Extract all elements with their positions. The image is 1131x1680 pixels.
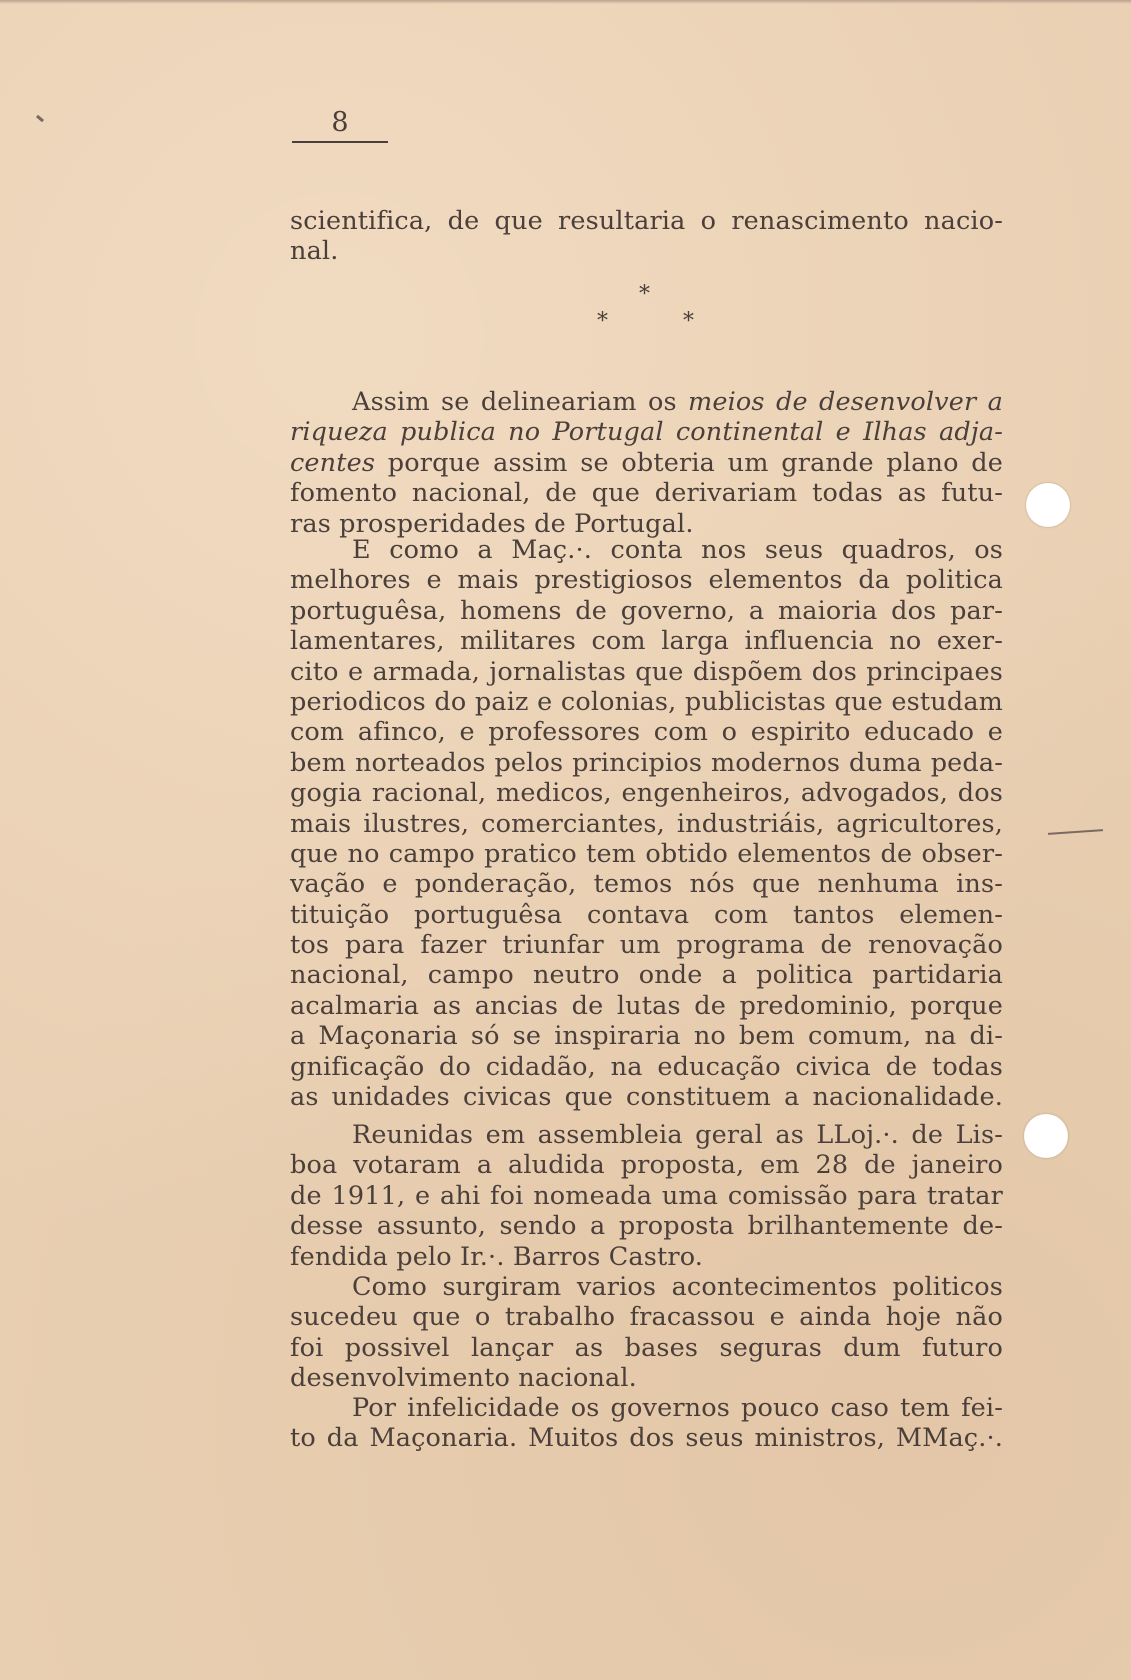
- text-line: gnificação do cidadão, na educação civica de todas: [290, 1051, 1003, 1082]
- text-line: melhores e mais prestigiosos elementos da politica: [290, 565, 1003, 596]
- text-line: bem norteados pelos principios modernos duma peda-: [290, 747, 1003, 778]
- text-line: scientifica, de que resultaria o renascimento nacio-: [290, 206, 1003, 236]
- text-line: cito e armada, jornalistas que dispõem dos principaes: [290, 656, 1003, 687]
- text-line: riqueza publica no Portugal continental e Ilhas adja-: [290, 417, 1003, 448]
- text-line: a Maçonaria só se inspiraria no bem comum, na di-: [290, 1021, 1003, 1052]
- paragraph-assim: [290, 387, 1003, 539]
- text-line: fomento nacional, de que derivariam todas as futu-: [290, 478, 1003, 509]
- asterism-top: *: [639, 282, 650, 307]
- page-number-rule: [292, 141, 388, 143]
- text-line: acalmaria as ancias de lutas de predominio, porque: [290, 990, 1003, 1021]
- punch-hole-upper: [1026, 483, 1070, 527]
- text-line: to da Maçonaria. Muitos dos seus ministros, MMaç.·.: [290, 1423, 1003, 1454]
- text-line: vação e ponderação, temos nós que nenhuma ins-: [290, 869, 1003, 900]
- text-line: as unidades civicas que constituem a nacionalidade.: [290, 1082, 1003, 1113]
- asterism-left: *: [597, 309, 608, 334]
- text-line: fendida pelo Ir.·. Barros Castro.: [290, 1241, 704, 1272]
- text-line: Reunidas em assembleia geral as LLoj.·. de Lis-: [352, 1120, 1003, 1150]
- text-line: ras prosperidades de Portugal.: [290, 508, 694, 539]
- stray-mark: [1048, 829, 1103, 835]
- text-line: que no campo pratico tem obtido elementos de obser-: [290, 838, 1003, 869]
- text-line: boa votaram a aludida proposta, em 28 de janeiro: [290, 1150, 1003, 1181]
- text-line: Como surgiram varios acontecimentos politicos: [352, 1272, 1003, 1302]
- text-line: nacional, campo neutro onde a politica partidaria: [290, 960, 1003, 991]
- text-run: Assim se delineariam os: [352, 387, 689, 417]
- text-line: [290, 387, 1003, 417]
- text-line: tituição portuguêsa contava com tantos elemen-: [290, 899, 1003, 930]
- text-line: gogia racional, medicos, engenheiros, advogados, dos: [290, 778, 1003, 809]
- text-line: desenvolvimento nacional.: [290, 1363, 637, 1394]
- text-line: [290, 448, 1003, 478]
- page-top-edge: [0, 0, 1131, 4]
- paragraph-continuation: [290, 206, 1003, 267]
- paragraph-e-como: [290, 535, 1003, 1112]
- text-line: lamentares, militares com larga influencia no exer-: [290, 626, 1003, 657]
- text-line: periodicos do paiz e colonias, publicistas que estudam: [290, 686, 1003, 717]
- text-line: foi possivel lançar as bases seguras dum futuro: [290, 1332, 1003, 1363]
- text-line: sucedeu que o trabalho fracassou e ainda hoje não: [290, 1302, 1003, 1333]
- text-line: mais ilustres, comerciantes, industriáis, agricultores,: [290, 808, 1003, 839]
- stray-mark: [36, 115, 44, 122]
- text-line: com afinco, e professores com o espirito educado e: [290, 717, 1003, 748]
- text-line: Por infelicidade os governos pouco caso tem fei-: [352, 1393, 1003, 1423]
- asterism-right: *: [683, 309, 694, 334]
- italic-run: meios de desenvolver a: [688, 387, 1003, 417]
- text-line: portuguêsa, homens de governo, a maioria dos par-: [290, 595, 1003, 626]
- text-run: porque assim se obteria um grande plano de: [375, 447, 1003, 478]
- punch-hole-lower: [1024, 1114, 1068, 1158]
- page-number: 8: [331, 107, 349, 138]
- paragraph-por-infelicidade: [290, 1393, 1003, 1454]
- text-line: de 1911, e ahi foi nomeada uma comissão para tratar: [290, 1180, 1003, 1211]
- text-line: E como a Maç.·. conta nos seus quadros, os: [352, 535, 1003, 565]
- text-line: nal.: [290, 236, 339, 267]
- text-line: tos para fazer triunfar um programa de renovação: [290, 930, 1003, 961]
- paragraph-reunidas: [290, 1120, 1003, 1272]
- text-line: desse assunto, sendo a proposta brilhantemente de-: [290, 1211, 1003, 1242]
- italic-run: centes: [290, 447, 376, 478]
- paragraph-como-surgiram: [290, 1272, 1003, 1394]
